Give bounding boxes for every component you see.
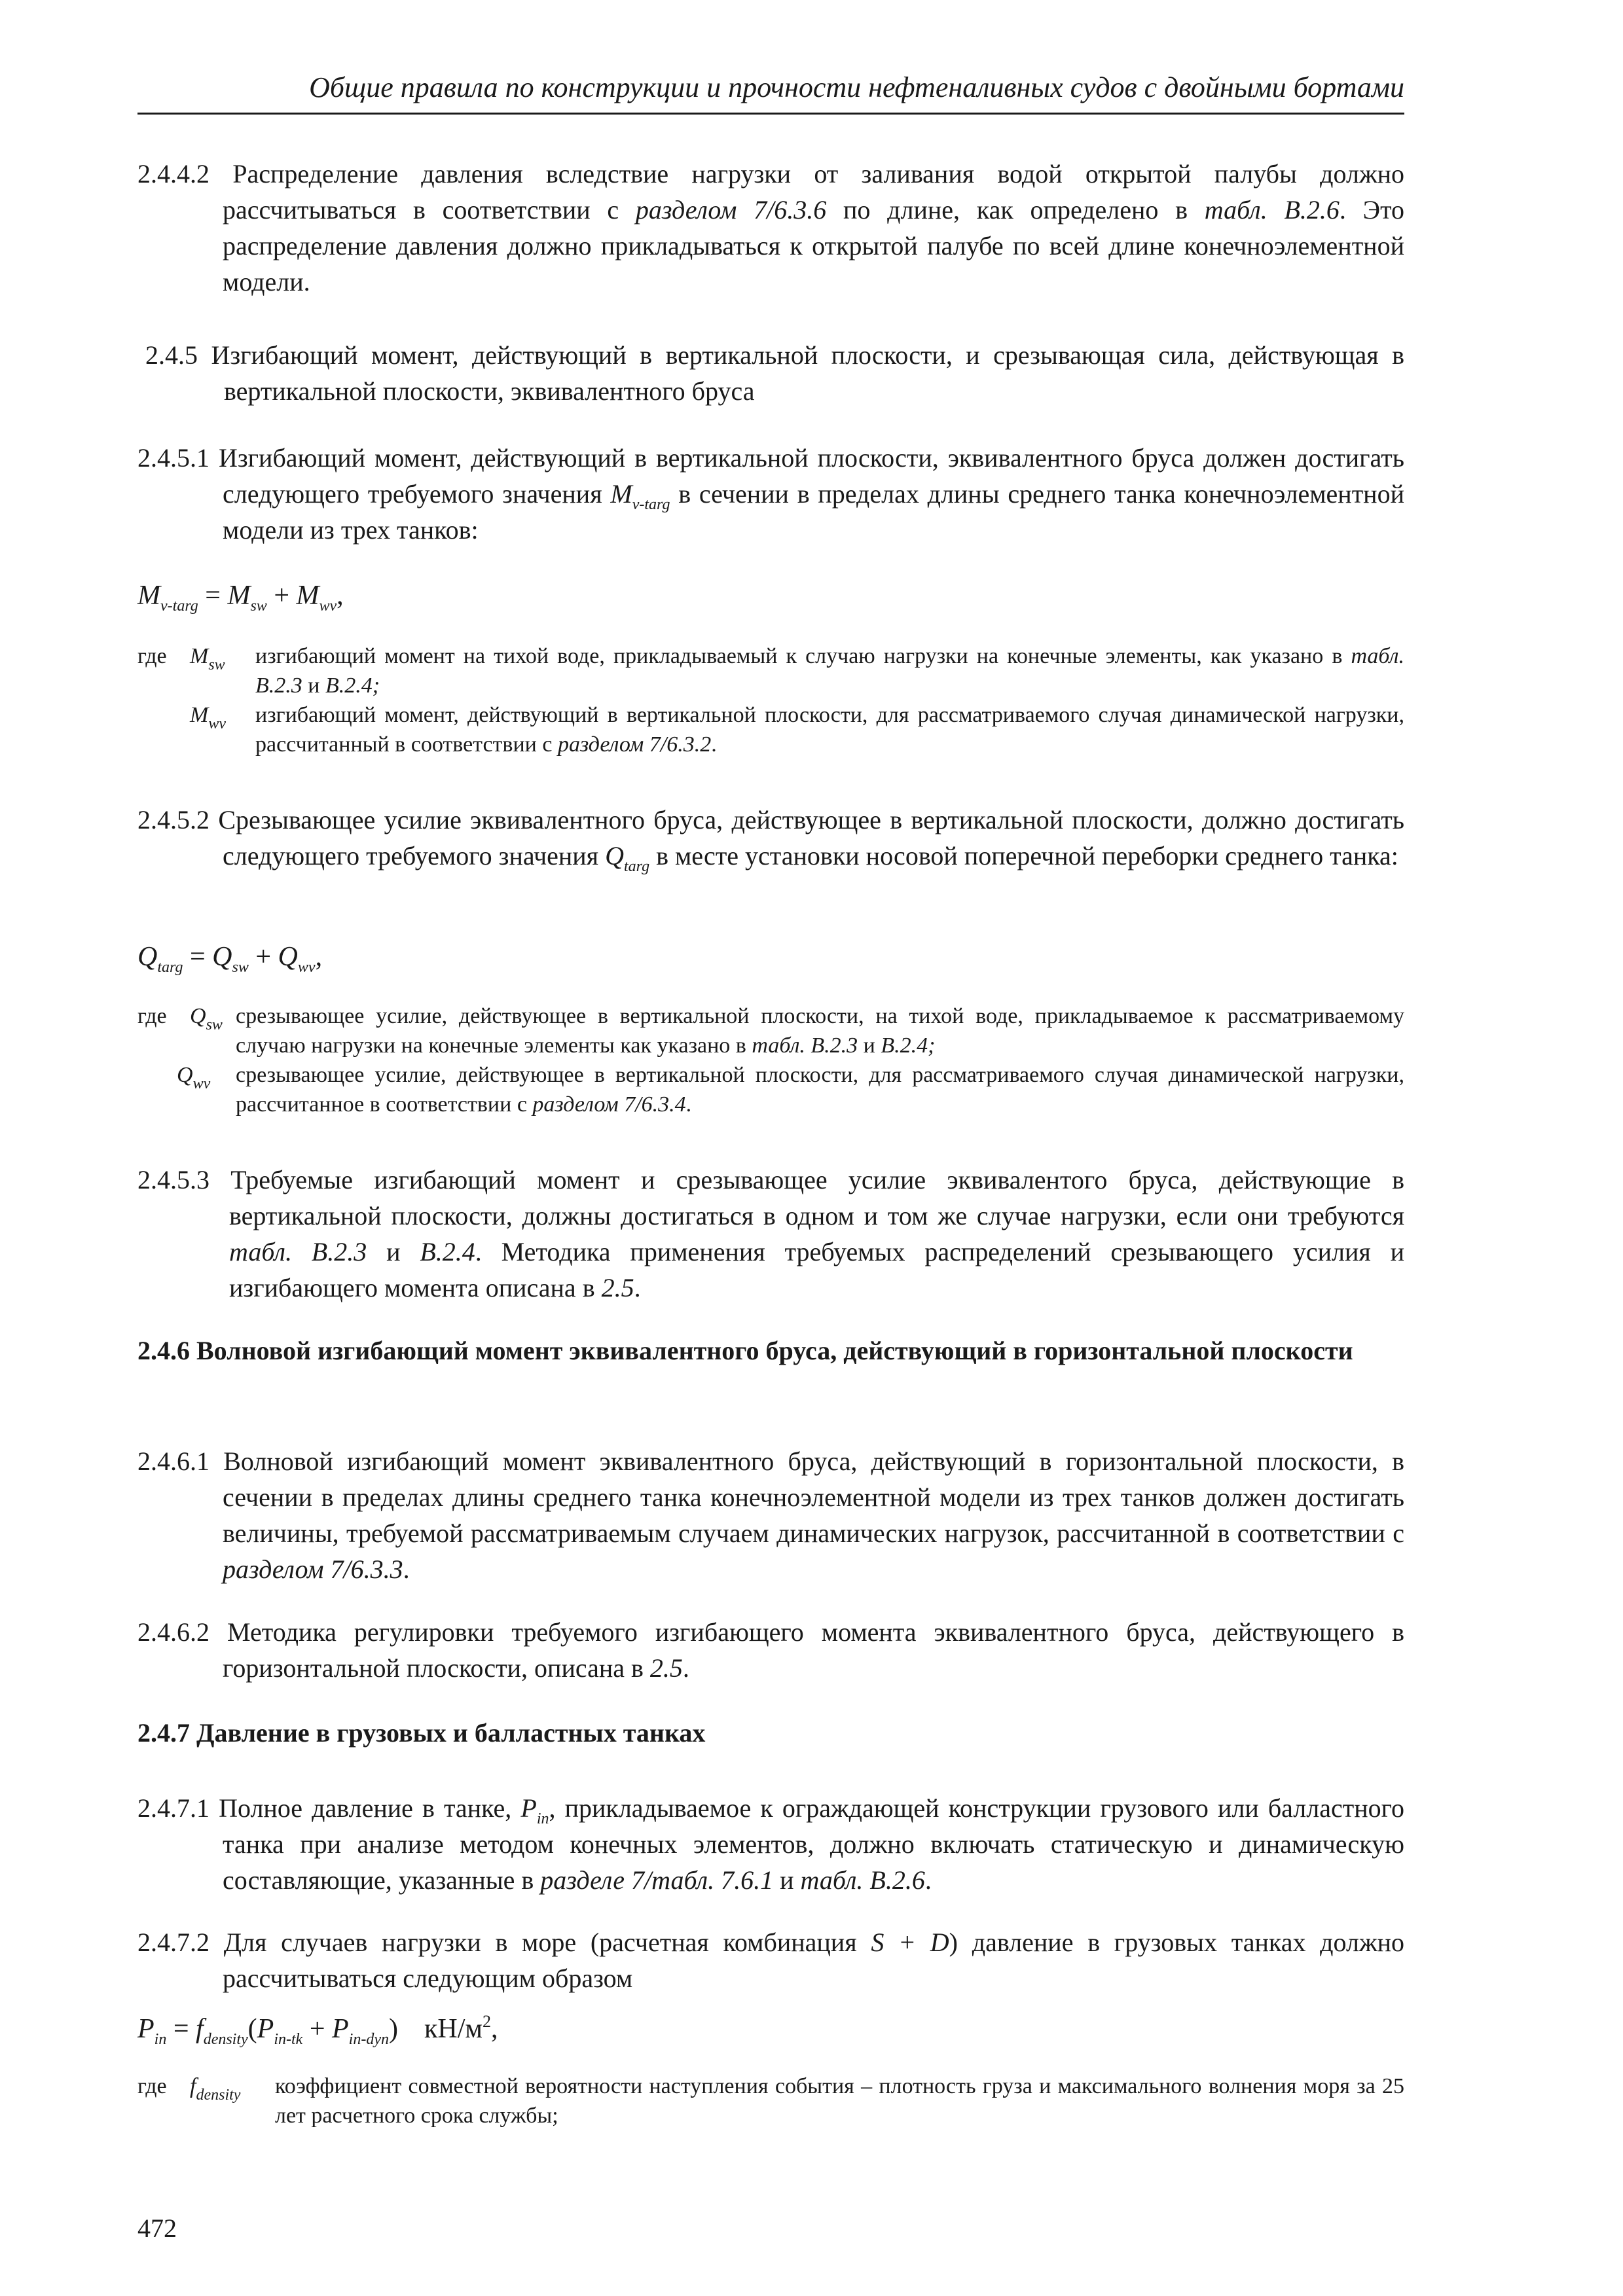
paragraph-2-4-6-1: 2.4.6.1 Волновой изгибающий момент эквивалентного бруса, действующий в горизонтальной плоскости, в сечении в пределах длины среднего танка конечноэлементной модели из трех танков должен достигать величины, требуемой рассматриваемым случаем динамических нагрузок, рассчитанной в соответствии с разделом 7/6.3.3. — [137, 1446, 1404, 1584]
section-heading-2-4-7: 2.4.7 Давление в грузовых и балластных танках — [137, 1718, 706, 1748]
paragraph-2-4-7-1: 2.4.7.1 Полное давление в танке, $P_{in}$, прикладываемое к ограждающей конструкции грузового или балластного танка при анализе методом конечных элементов, должно включать статическую и динамическую составляющие, указанные в разделе 7/табл. 7.6.1 и табл. В.2.6. — [137, 1793, 1405, 1895]
paragraph-2-4-5-1: 2.4.5.1 Изгибающий момент, действующий в вертикальной плоскости, эквивалентного бруса должен достигать следующего требуемого значения $M_{v-targ}$ в сечении в пределах длины среднего танка конечноэлементной модели из трех танков: — [137, 443, 1404, 545]
where-item: где $M_{sw}$ изгибающий момент на тихой воде, прикладываемый к случаю нагрузки на конечные элементы, как указано в табл. В.2.3 и В.2.4; — [137, 644, 1404, 698]
header-rule — [137, 113, 1404, 115]
running-title: Общие правила по конструкции и прочности нефтеналивных судов с двойными бортами — [309, 71, 1404, 103]
where-item: $Q_{wv}$ срезывающее усилие, действующее в вертикальной плоскости, для рассматриваемого случая динамической нагрузки, рассчитанное в соответствии с разделом 7/6.3.4. — [177, 1063, 1404, 1117]
paragraph-2-4-4-2: 2.4.4.2 Распределение давления вследствие нагрузки от заливания водой открытой палубы должно рассчитываться в соответствии с разделом 7/6.3.6 по длине, как определено в табл. В.2.6. Это распределение давления должно прикладываться к открытой палубе по всей длине конечноэлементной модели. — [137, 159, 1405, 296]
section-heading-2-4-5: 2.4.5 Изгибающий момент, действующий в вертикальной плоскости, и срезывающая сила, действующая в вертикальной плоскости, эквивалентного бруса — [145, 340, 1404, 406]
formula-m-v-targ: $M_{v-targ} = M_{sw} + M_{wv}$, — [137, 581, 344, 615]
where-list-1 — [137, 641, 1404, 759]
formula-p-in: $P_{in} = f_{density}(P_{in-tk} + P_{in-dyn})$ $кН/м^2$, — [137, 2012, 498, 2048]
paragraph-2-4-5-2: 2.4.5.2 Срезывающее усилие эквивалентного бруса, действующее в вертикальной плоскости, должно достигать следующего требуемого значения $Q_{targ}$ в месте установки носовой поперечной переборки среднего танка: — [137, 805, 1404, 875]
where-item: где $Q_{sw}$ срезывающее усилие, действующее в вертикальной плоскости, на тихой воде, прикладываемое к рассматриваемому случаю нагрузки на конечные элементы как указано в табл. В.2.3 и В.2.4; — [137, 1004, 1404, 1058]
where-item: $M_{wv}$ изгибающий момент, действующий в вертикальной плоскости, для рассматриваемого случая динамической нагрузки, рассчитанный в соответствии с разделом 7/6.3.2. — [190, 703, 1404, 757]
page-number: 472 — [137, 2214, 177, 2243]
where-item: где $f_{density}$ коэффициент совместной вероятности наступления события – плотность груза и максимального волнения моря за 25 лет расчетного срока службы; — [137, 2074, 1404, 2128]
where-list-2 — [137, 1001, 1404, 1119]
paragraph-2-4-7-2: 2.4.7.2 Для случаев нагрузки в море (расчетная комбинация S + D) давление в грузовых танках должно рассчитываться следующим образом — [137, 1928, 1404, 1993]
section-heading-2-4-6: 2.4.6 Волновой изгибающий момент эквивалентного бруса, действующий в горизонтальной плоскости — [137, 1336, 1353, 1365]
paragraph-2-4-6-2: 2.4.6.2 Методика регулировки требуемого изгибающего момента эквивалентного бруса, действующего в горизонтальной плоскости, описана в 2.5. — [137, 1617, 1404, 1683]
where-list-3 — [137, 2072, 1404, 2130]
paragraph-2-4-5-3: 2.4.5.3 Требуемые изгибающий момент и срезывающее усилие эквивалентого бруса, действующие в вертикальной плоскости, должны достигаться в одном и том же случае нагрузки, если они требуются табл. В.2.3 и В.2.4. Методика применения требуемых распределений срезывающего усилия и изгибающего момента описана в 2.5. — [137, 1165, 1405, 1302]
formula-q-targ: $Q_{targ} = Q_{sw} + Q_{wv}$, — [137, 942, 323, 976]
